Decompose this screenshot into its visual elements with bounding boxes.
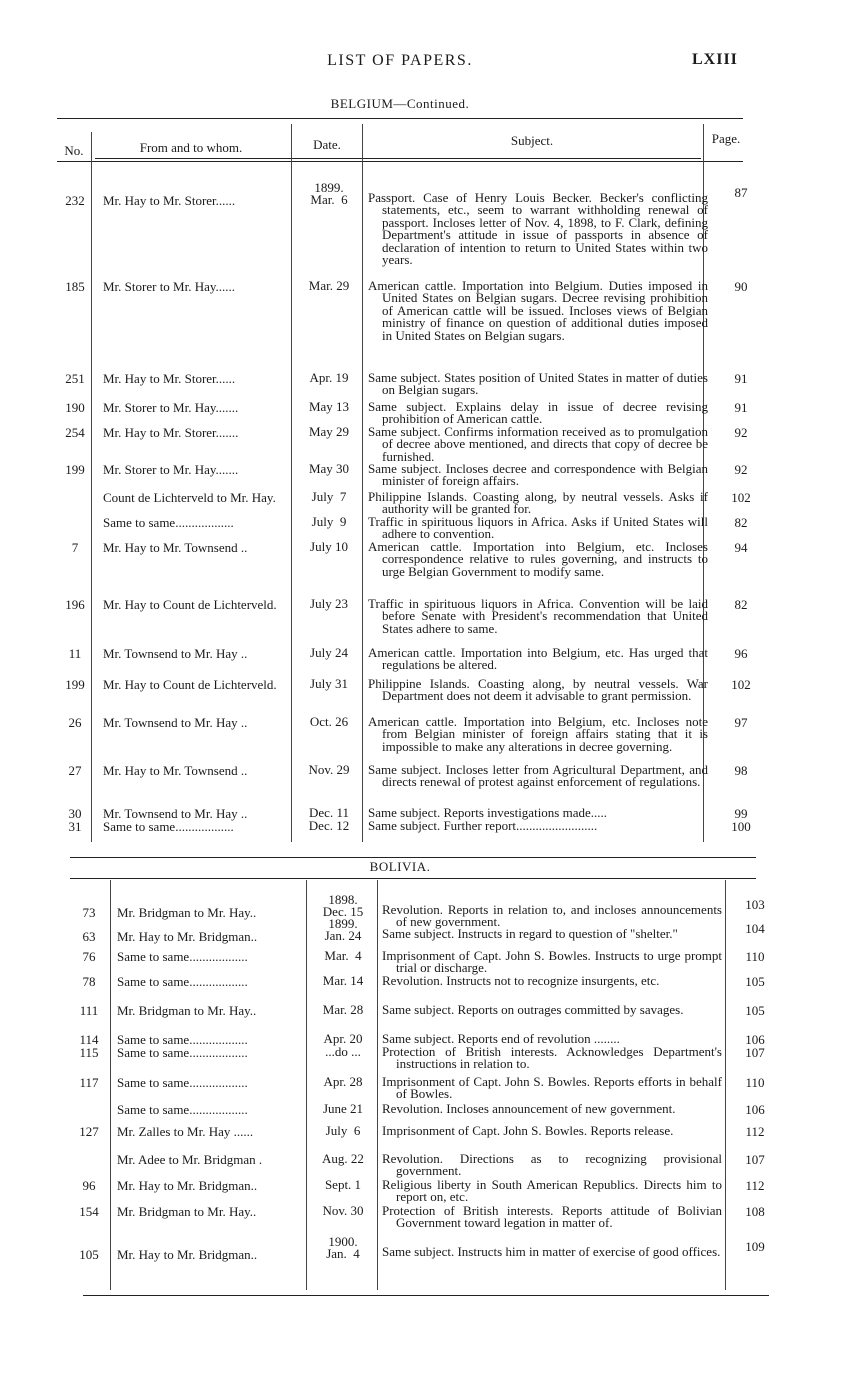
from-to-cell: Mr. Hay to Mr. Bridgman.. xyxy=(117,929,258,944)
date-cell: July 23 xyxy=(310,596,348,611)
from-to-cell: Same to same.................. xyxy=(103,819,234,834)
entry-number: 154 xyxy=(79,1204,99,1219)
from-to-cell: Same to same.................. xyxy=(103,515,234,530)
from-to-cell: Mr. Hay to Count de Lichterveld. xyxy=(103,597,277,612)
from-to-cell: Mr. Hay to Mr. Bridgman.. xyxy=(117,1178,258,1193)
page-reference: 112 xyxy=(745,1178,765,1193)
subject-cell: Revolution. Incloses announcement of new government. xyxy=(382,1101,676,1116)
entry-number: 251 xyxy=(65,371,85,386)
date-cell: 1899. Jan. 24 xyxy=(324,916,362,943)
entry-number: 73 xyxy=(82,905,96,920)
subject-cell: Religious liberty in South American Republics. Directs him to report on, etc. xyxy=(382,1177,722,1205)
page-reference: 91 xyxy=(734,400,748,415)
col-divider xyxy=(110,880,111,1290)
from-to-cell: Mr. Townsend to Mr. Hay .. xyxy=(103,646,248,661)
date-cell: ...do ... xyxy=(325,1044,361,1059)
col-divider xyxy=(377,880,378,1290)
entry-number: 26 xyxy=(68,715,82,730)
entry-number: 185 xyxy=(65,279,85,294)
page-reference: 87 xyxy=(734,185,748,200)
from-to-cell: Same to same.................. xyxy=(117,949,248,964)
col-divider xyxy=(291,124,292,842)
page-reference: 94 xyxy=(734,540,748,555)
page-reference: 107 xyxy=(745,1045,765,1060)
page-reference: 110 xyxy=(745,949,765,964)
subject-cell: Revolution. Directions as to recognizing provisional government. xyxy=(382,1151,722,1179)
entry-number: 115 xyxy=(79,1045,99,1060)
subject-cell: American cattle. Importation into Belgium, etc. Incloses correspondence relative to rules governing, and instructs to urge Belgian Government to modify same. xyxy=(368,539,708,579)
from-to-cell: Mr. Hay to Count de Lichterveld. xyxy=(103,677,277,692)
date-cell: Apr. 28 xyxy=(323,1074,363,1089)
page-reference: 82 xyxy=(734,515,748,530)
from-to-cell: Count de Lichterveld to Mr. Hay. xyxy=(103,490,276,505)
col-divider xyxy=(725,880,726,1290)
date-cell: Oct. 26 xyxy=(309,714,349,729)
entry-number: 27 xyxy=(68,763,82,778)
from-to-cell: Mr. Hay to Mr. Bridgman.. xyxy=(117,1247,258,1262)
date-cell: Mar. 29 xyxy=(308,278,350,293)
page-reference: 96 xyxy=(734,646,748,661)
entry-number: 30 xyxy=(68,806,82,821)
date-cell: Mar. 4 xyxy=(324,948,362,963)
entry-number: 11 xyxy=(68,646,82,661)
subject-cell: Same subject. States position of United States in matter of duties on Belgian sugars. xyxy=(368,370,708,398)
date-cell: 1900. Jan. 4 xyxy=(326,1234,360,1261)
page-reference: 100 xyxy=(731,819,751,834)
page-reference: 97 xyxy=(734,715,748,730)
subject-cell: Same subject. Instructs him in matter of exercise of good offices. xyxy=(382,1244,721,1259)
entry-number: 63 xyxy=(82,929,96,944)
date-cell: 1899. Mar. 6 xyxy=(310,180,348,207)
entry-number: 196 xyxy=(65,597,85,612)
header-bottom-rule xyxy=(95,158,701,159)
page-reference: 106 xyxy=(745,1032,765,1047)
subject-cell: Philippine Islands. Coasting along, by neutral vessels. Asks if authority will be granted for. xyxy=(368,489,708,517)
from-to-cell: Mr. Storer to Mr. Hay....... xyxy=(103,400,239,415)
date-cell: May 30 xyxy=(308,461,350,476)
page-reference: 103 xyxy=(745,897,765,912)
entry-number: 190 xyxy=(65,400,85,415)
bolivia-top-rule xyxy=(70,878,756,879)
from-to-cell: Mr. Hay to Mr. Storer...... xyxy=(103,193,236,208)
column-header-from: From and to whom. xyxy=(139,140,243,155)
page-reference: 98 xyxy=(734,763,748,778)
subject-cell: Traffic in spirituous liquors in Africa. Convention will be laid before Senate with President's recommendation that United States adhere to same. xyxy=(368,596,708,636)
date-cell: Mar. 28 xyxy=(322,1002,364,1017)
from-to-cell: Mr. Townsend to Mr. Hay .. xyxy=(103,806,248,821)
entry-number: 114 xyxy=(79,1032,99,1047)
from-to-cell: Same to same.................. xyxy=(117,1032,248,1047)
date-cell: 1898. Dec. 15 xyxy=(322,892,364,919)
subject-cell: Same subject. Reports end of revolution ........ xyxy=(382,1031,620,1046)
date-cell: July 9 xyxy=(311,514,347,529)
entry-number: 105 xyxy=(79,1247,99,1262)
date-cell: May 29 xyxy=(308,424,350,439)
page-reference: 99 xyxy=(734,806,748,821)
page-reference: 108 xyxy=(745,1204,765,1219)
subject-cell: Traffic in spirituous liquors in Africa. Asks if United States will adhere to convention. xyxy=(368,514,708,542)
page-reference: 82 xyxy=(734,597,748,612)
subject-cell: Imprisonment of Capt. John S. Bowles. Reports release. xyxy=(382,1123,674,1138)
subject-cell: Same subject. Reports on outrages committed by savages. xyxy=(382,1002,684,1017)
entry-number: 111 xyxy=(79,1003,99,1018)
subject-cell: Imprisonment of Capt. John S. Bowles. Reports efforts in behalf of Bowles. xyxy=(382,1074,722,1102)
date-cell: Apr. 19 xyxy=(309,370,349,385)
subject-cell: Same subject. Reports investigations made..... xyxy=(368,805,608,820)
date-cell: Dec. 12 xyxy=(308,818,350,833)
page-reference: 92 xyxy=(734,462,748,477)
date-cell: July 6 xyxy=(325,1123,361,1138)
from-to-cell: Mr. Bridgman to Mr. Hay.. xyxy=(117,905,257,920)
subject-cell: Passport. Case of Henry Louis Becker. Becker's conflicting statements, etc., seem to warrant withholding renewal of passport. Incloses letter of Nov. 4, 1898, to F. Clark, defining Department's attitude in issue of passports in absence of declaration of intention to return to United States within two years. xyxy=(368,190,708,268)
page-reference: 105 xyxy=(745,1003,765,1018)
section-heading-bolivia: BOLIVIA. xyxy=(369,859,431,874)
page-reference: 102 xyxy=(731,490,751,505)
page-reference: 107 xyxy=(745,1152,765,1167)
from-to-cell: Mr. Townsend to Mr. Hay .. xyxy=(103,715,248,730)
from-to-cell: Same to same.................. xyxy=(117,1102,248,1117)
entry-number: 31 xyxy=(68,819,82,834)
date-cell: Mar. 14 xyxy=(322,973,364,988)
from-to-cell: Same to same.................. xyxy=(117,974,248,989)
date-cell: Dec. 11 xyxy=(309,805,349,820)
from-to-cell: Mr. Bridgman to Mr. Hay.. xyxy=(117,1204,257,1219)
table-bottom-rule xyxy=(83,1295,769,1296)
date-cell: Sept. 1 xyxy=(324,1177,362,1192)
subject-cell: American cattle. Importation into Belgium, etc. Incloses note from Belgian minister of foreign affairs stating that it is impossible to make any alterations in decree governing. xyxy=(368,714,708,754)
from-to-cell: Mr. Bridgman to Mr. Hay.. xyxy=(117,1003,257,1018)
subject-cell: Protection of British interests. Acknowledges Department's instructions in relation to. xyxy=(382,1044,722,1072)
date-cell: July 31 xyxy=(310,676,348,691)
page-reference: 91 xyxy=(734,371,748,386)
page-reference: 102 xyxy=(731,677,751,692)
entry-number: 127 xyxy=(79,1124,99,1139)
entry-number: 254 xyxy=(65,425,85,440)
column-header-subject: Subject. xyxy=(510,133,554,148)
from-to-cell: Mr. Storer to Mr. Hay....... xyxy=(103,462,239,477)
date-cell: Nov. 29 xyxy=(308,762,350,777)
entry-number: 78 xyxy=(82,974,96,989)
page-reference: 92 xyxy=(734,425,748,440)
page-reference: 90 xyxy=(734,279,748,294)
date-cell: July 7 xyxy=(311,489,347,504)
page-reference: 112 xyxy=(745,1124,765,1139)
from-to-cell: Mr. Adee to Mr. Bridgman . xyxy=(117,1152,263,1167)
from-to-cell: Mr. Hay to Mr. Townsend .. xyxy=(103,763,248,778)
page-reference: 110 xyxy=(745,1075,765,1090)
entry-number: 96 xyxy=(82,1178,96,1193)
table-top-rule xyxy=(57,118,743,119)
section-end-rule xyxy=(70,857,756,858)
page-reference: 104 xyxy=(745,921,765,936)
subject-cell: Same subject. Further report......................... xyxy=(368,818,598,833)
page-number: LXIII xyxy=(692,51,738,68)
column-header-no: No. xyxy=(64,143,84,158)
from-to-cell: Mr. Zalles to Mr. Hay ...... xyxy=(117,1124,254,1139)
subject-cell: Protection of British interests. Reports attitude of Bolivian Government toward legation in matter of. xyxy=(382,1203,722,1231)
column-header-date: Date. xyxy=(313,137,341,152)
column-header-page: Page. xyxy=(711,131,741,146)
entry-number: 199 xyxy=(65,462,85,477)
date-cell: Aug. 22 xyxy=(322,1151,364,1166)
from-to-cell: Mr. Hay to Mr. Townsend .. xyxy=(103,540,248,555)
from-to-cell: Same to same.................. xyxy=(117,1045,248,1060)
subject-cell: Imprisonment of Capt. John S. Bowles. Instructs to urge prompt trial or discharge. xyxy=(382,948,722,976)
from-to-cell: Mr. Hay to Mr. Storer...... xyxy=(103,371,236,386)
subject-cell: Same subject. Instructs in regard to question of "shelter." xyxy=(382,926,678,941)
page-reference: 106 xyxy=(745,1102,765,1117)
subject-cell: Revolution. Reports in relation to, and incloses announcements of new government. xyxy=(382,902,722,930)
entry-number: 7 xyxy=(71,540,79,555)
entry-number: 76 xyxy=(82,949,96,964)
entry-number: 117 xyxy=(79,1075,99,1090)
page-running-title: LIST OF PAPERS. xyxy=(327,52,473,69)
col-divider xyxy=(362,124,363,842)
entry-number: 232 xyxy=(65,193,85,208)
subject-cell: Same subject. Confirms information received as to promulgation of decree above mentioned, and directs that copy of decree be furnished. xyxy=(368,424,708,464)
section-heading-belgium: BELGIUM—Continued. xyxy=(330,96,470,111)
from-to-cell: Mr. Hay to Mr. Storer....... xyxy=(103,425,239,440)
date-cell: July 10 xyxy=(310,539,348,554)
subject-cell: American cattle. Importation into Belgium, etc. Has urged that regulations be altered. xyxy=(368,645,708,673)
page-reference: 109 xyxy=(745,1239,765,1254)
page-reference: 105 xyxy=(745,974,765,989)
subject-cell: Same subject. Explains delay in issue of decree revising prohibition of American cattle. xyxy=(368,399,708,427)
date-cell: July 24 xyxy=(310,645,348,660)
subject-cell: Philippine Islands. Coasting along, by neutral vessels. War Department does not deem it advisable to grant permission. xyxy=(368,676,708,704)
date-cell: June 21 xyxy=(322,1101,364,1116)
subject-cell: American cattle. Importation into Belgium. Duties imposed in United States on Belgian sugars. Decree revising prohibition of American cattle will be issued. Incloses views of Belgian ministry of finance on question of additional duties imposed in United States on Belgian sugars. xyxy=(368,278,708,343)
subject-cell: Same subject. Incloses decree and correspondence with Belgian minister of foreign affairs. xyxy=(368,461,708,489)
col-divider xyxy=(91,132,92,842)
date-cell: May 13 xyxy=(308,399,350,414)
header-bottom-rule-2 xyxy=(57,161,743,162)
date-cell: Apr. 20 xyxy=(323,1031,363,1046)
subject-cell: Revolution. Instructs not to recognize insurgents, etc. xyxy=(382,973,660,988)
entry-number: 199 xyxy=(65,677,85,692)
date-cell: Nov. 30 xyxy=(322,1203,364,1218)
from-to-cell: Mr. Storer to Mr. Hay...... xyxy=(103,279,236,294)
from-to-cell: Same to same.................. xyxy=(117,1075,248,1090)
subject-cell: Same subject. Incloses letter from Agricultural Department, and directs renewal of protest against enforcement of regulations. xyxy=(368,762,708,790)
